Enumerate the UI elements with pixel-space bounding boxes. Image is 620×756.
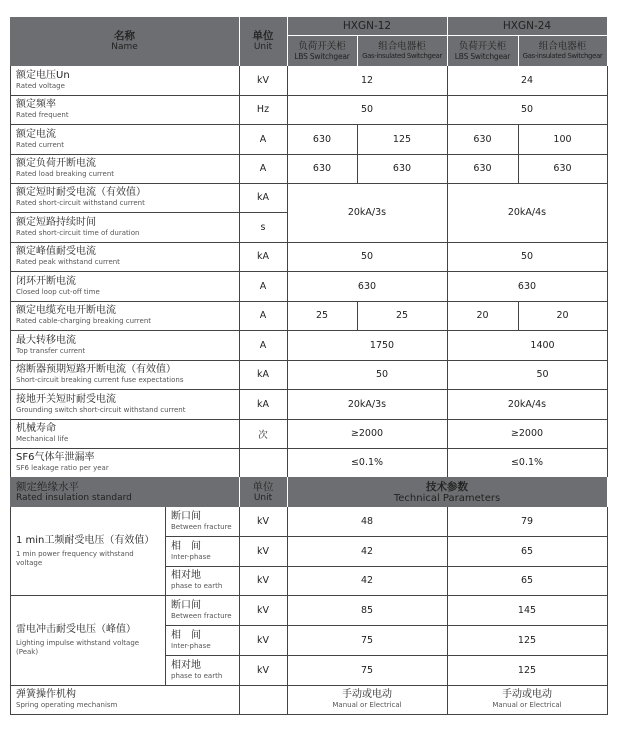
row-divider [10,183,607,184]
spec-row-label [10,212,239,242]
spec-name-cn: 额定短时耐受电流（有效值） [16,187,146,198]
sub-label-en: Between fracture [171,611,232,620]
row-divider [10,419,607,420]
spec-row-label [10,330,239,360]
insulation-header-name [16,477,245,507]
header-subcolumn [447,35,518,66]
spec-unit: kA [256,192,269,203]
spec-row-label [10,301,239,330]
column-divider [287,66,288,477]
insulation-group-en: (Peak) [16,647,39,656]
insulation-group-cn: 雷电冲击耐受电压（峰值） [16,623,136,635]
row-divider [165,566,607,567]
value-hxgn24: 50 [520,251,534,262]
insulation-sub-label [165,536,239,566]
sub-label-en: phase to earth [171,582,223,590]
row-divider [10,714,608,715]
header-divider [518,35,519,66]
header-divider [287,477,288,507]
spec-name-en: Rated frequent [16,111,69,119]
value-hxgn12: 50 [360,104,374,115]
column-divider [287,507,288,714]
row-divider [10,242,607,243]
insulation-unit: kV [256,516,269,527]
column-divider [447,507,448,714]
spec-row-label [10,448,239,477]
value-hxgn12: ≥2000 [350,428,384,439]
value-hxgn12: 20kA/3s [347,398,387,410]
column-divider [357,154,358,183]
value-hxgn12-lbs: 25 [315,310,329,321]
sub-label-en: Between fracture [171,523,232,531]
column-divider [357,301,358,330]
spec-unit: A [259,133,267,145]
spec-row-label [10,271,239,301]
spec-name-en: Top transfer current [16,346,86,355]
spec-row-label [10,95,239,124]
insulation-sub-label [165,625,239,655]
spec-name-en: Closed loop cut-off time [16,287,100,296]
spec-name-cn: 额定峰值耐受电流 [16,246,96,257]
column-divider [10,66,11,477]
subcolumn-cn: 组合电器柜 [538,40,587,52]
value-hxgn12: 630 [357,280,377,292]
insulation-unit: kV [256,634,269,646]
spec-unit: s [260,221,266,233]
sub-label-en: Inter-phase [171,552,211,561]
insulation-name-en: Rated insulation standard [16,492,132,503]
insulation-group-en: voltage [16,558,43,567]
header-subcolumn [287,35,357,66]
insulation-header-unit [239,477,287,507]
model-12-label: HXGN-12 [342,20,392,32]
value-hxgn12: 50 [360,251,374,262]
spec-row-label [10,242,239,271]
spring-value-hxgn24 [447,685,607,714]
value-hxgn24: 125 [517,664,537,676]
spec-name-en: Rated load breaking current [16,170,115,178]
value-hxgn24-lbs: 630 [473,133,492,145]
value-hxgn24: 20kA/4s [507,207,547,218]
value-hxgn12-gis: 630 [392,163,412,174]
value-hxgn12-gis: 50 [375,369,389,380]
value-hxgn24-lbs: 630 [473,163,492,174]
spec-row-label [10,66,239,95]
row-divider [10,448,607,449]
spec-name-en: Rated voltage [16,82,65,90]
value-hxgn12-gis: 125 [392,133,412,145]
insulation-group-label [10,595,165,685]
insulation-group-en: 1 min power frequency withstand [16,549,134,558]
sub-label-en: Inter-phase [171,641,211,650]
header-unit [239,17,287,66]
row-divider [10,95,607,96]
value-hxgn24-gis: 630 [553,163,572,174]
subcolumn-cn: 负荷开关柜 [298,40,346,52]
value-hxgn24: 630 [517,280,537,292]
value-hxgn24-gis: 100 [553,133,572,145]
spec-name-en: Grounding switch short-circuit withstand current [16,405,186,414]
spec-unit: kA [256,398,269,410]
spring-label [10,685,239,714]
column-divider [357,124,358,154]
value-hxgn24: ≥2000 [510,428,544,439]
value-hxgn12: 75 [360,664,374,676]
spec-name-cn: 额定电压Un [16,70,70,81]
subcolumn-en: LBS Switchgear [454,51,511,61]
column-divider [518,301,519,330]
insulation-unit: kV [256,575,269,586]
column-divider [239,507,240,714]
insulation-sub-label [165,595,239,625]
column-divider [10,507,11,714]
insulation-group-cn: 1 min工频耐受电压（有效值） [16,534,155,546]
header-name [10,17,239,66]
header-divider [287,35,607,36]
spring-v12-cn: 手动或电动 [342,689,392,700]
header-name-en: Name [111,42,138,52]
row-divider [10,330,607,331]
spec-row-label [10,360,239,389]
row-divider [165,655,607,656]
row-divider [10,212,287,213]
spec-row-label [10,124,239,154]
subcolumn-en: Gas-insulated Switchgear [362,51,442,60]
spec-row-label [10,154,239,183]
header-divider [239,477,240,507]
spec-name-en: Rated peak withstand current [16,258,120,266]
spec-unit: kA [256,369,269,380]
spec-name-cn: 额定短路持续时间 [16,216,96,228]
spec-name-cn: SF6气体年泄漏率 [16,452,95,463]
tech-params-cn: 技术参数 [426,480,468,493]
insulation-unit: kV [256,604,269,616]
value-hxgn24: 24 [520,75,534,86]
header-divider [357,35,358,66]
spec-name-cn: 闭环开断电流 [16,275,76,287]
spec-name-en: SF6 leakage ratio per year [16,464,109,472]
value-hxgn24-lbs: 20 [476,310,489,321]
header-divider [239,17,240,66]
spec-name-en: Rated short-circuit withstand current [16,199,145,207]
subcolumn-en: Gas-insulated Switchgear [522,51,603,60]
value-hxgn24-gis: 20 [556,310,569,321]
header-divider [447,17,448,66]
model-24-label: HXGN-24 [502,20,552,32]
insulation-unit: kV [256,545,269,557]
insulation-unit: kV [256,664,269,676]
column-divider [447,66,448,477]
value-hxgn12: 75 [360,634,374,646]
column-divider [607,507,608,714]
insulation-unit-cn: 单位 [252,480,274,493]
column-divider [239,66,240,477]
value-hxgn12: ≤0.1% [350,457,384,468]
spring-cn: 弹簧操作机构 [16,689,76,700]
spec-unit: A [259,339,267,351]
header-unit-en: Unit [253,42,273,52]
spec-name-en: Rated cable-charging breaking current [16,317,152,325]
spec-name-cn: 机械寿命 [16,423,56,434]
spec-name-cn: 额定负荷开断电流 [16,158,96,169]
spec-row-label [10,419,239,448]
spec-unit: kA [256,251,269,262]
spec-unit: Hz [256,104,270,115]
value-hxgn24: 50 [520,104,534,115]
row-divider [10,360,607,361]
spec-name-cn: 额定频率 [16,99,56,110]
insulation-sub-label [165,655,239,685]
value-hxgn24: 65 [520,545,534,557]
sub-label-cn: 相 间 [171,540,201,552]
spring-v24-en: Manual or Electrical [492,701,562,709]
header-unit-cn: 单位 [252,30,274,42]
spring-en: Spring operating mechanism [16,701,118,709]
value-hxgn24: 145 [517,604,537,616]
spec-name-en: Rated current [16,140,64,149]
insulation-sub-label [165,566,239,595]
header-name-cn: 名称 [114,30,135,42]
row-divider [165,625,607,626]
insulation-name-cn: 额定绝缘水平 [16,480,79,493]
row-divider [165,536,607,537]
subcolumn-cn: 负荷开关柜 [458,40,507,52]
header-subcolumn [518,35,607,66]
sub-label-cn: 断口间 [171,511,201,522]
column-divider [518,154,519,183]
sub-label-cn: 相 间 [171,629,201,641]
value-hxgn24: ≤0.1% [510,457,544,468]
column-divider [518,124,519,154]
spec-name-cn: 最大转移电流 [16,334,76,346]
value-hxgn12-gis: 1750 [369,339,395,351]
spec-unit: kV [256,75,269,86]
spec-name-en: Mechanical life [16,435,69,443]
spec-unit: A [259,310,267,321]
value-hxgn24: 65 [520,575,534,586]
spec-name-cn: 额定电流 [16,128,56,140]
spring-value-hxgn12 [287,685,447,714]
spec-unit: 次 [258,429,268,441]
spec-name-cn: 额定电缆充电开断电流 [16,305,116,316]
value-hxgn12: 20kA/3s [347,207,387,218]
column-divider [607,66,608,477]
header-divider [287,17,288,66]
spec-row-label [10,389,239,419]
value-hxgn12-lbs: 630 [312,133,332,145]
sub-label-cn: 相对地 [171,570,201,581]
row-divider [10,389,607,390]
value-hxgn12: 85 [360,604,374,616]
spec-name-cn: 熔断器预期短路开断电流（有效值） [16,364,176,375]
value-hxgn24-gis: 1400 [530,339,555,351]
sub-label-cn: 断口间 [171,599,201,611]
insulation-unit-en: Unit [253,492,273,503]
value-hxgn24: 20kA/4s [507,398,547,410]
sub-label-en: phase to earth [171,671,223,680]
sub-label-cn: 相对地 [171,659,201,671]
insulation-group-label [10,507,165,595]
value-hxgn12: 42 [360,545,374,557]
value-hxgn24: 79 [520,516,534,527]
value-hxgn12-gis: 25 [395,310,409,321]
spec-row-label [10,183,239,212]
tech-params-en: Technical Parameters [393,492,501,504]
insulation-group-en: Lighting impulse withstand voltage [16,638,140,647]
value-hxgn12: 48 [360,516,374,527]
spec-unit: A [259,280,267,292]
header-subcolumn [357,35,447,66]
value-hxgn12: 42 [360,575,374,586]
spring-v12-en: Manual or Electrical [332,701,402,709]
value-hxgn24: 125 [517,634,537,646]
insulation-sub-label [165,507,239,536]
value-hxgn24-gis: 50 [536,369,549,380]
spring-v24-cn: 手动或电动 [502,689,552,700]
header-model-12 [287,17,447,35]
subcolumn-en: LBS Switchgear [294,51,350,61]
row-divider [10,595,607,596]
value-hxgn12-lbs: 630 [312,163,332,174]
insulation-header-tech [287,477,607,507]
spec-name-en: Rated short-circuit time of duration [16,228,140,237]
spec-unit: A [259,163,267,174]
column-divider [165,507,166,685]
spec-name-en: Short-circuit breaking current fuse expectations [16,376,184,384]
header-model-24 [447,17,607,35]
spec-name-cn: 接地开关短时耐受电流 [16,393,116,405]
value-hxgn12: 12 [360,75,374,86]
subcolumn-cn: 组合电器柜 [378,40,426,52]
row-divider [10,271,607,272]
